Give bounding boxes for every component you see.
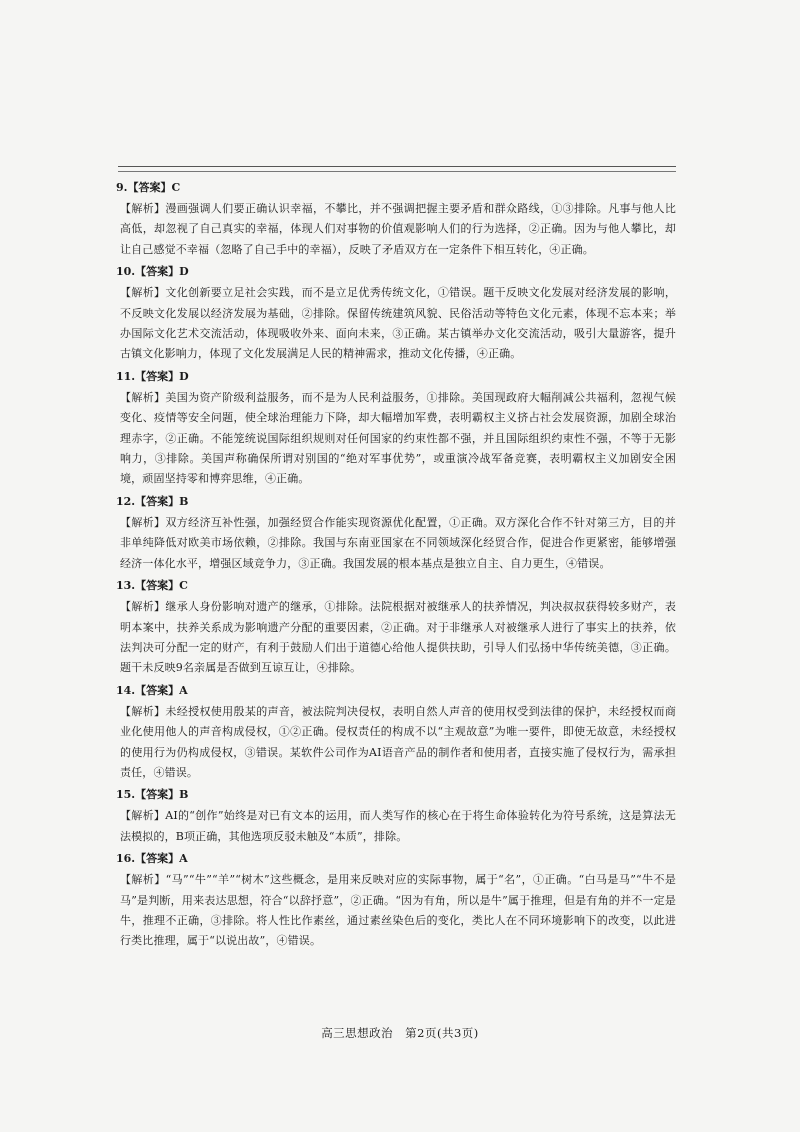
- header-rule-thick: [118, 166, 676, 167]
- answer-label: 14.【答案】A: [116, 683, 188, 697]
- analysis-text: 【解析】“马”“牛”“羊”“树木”这些概念，是用来反映对应的实际事物，属于“名”，①正确。“白马是马”“牛不是马”是判断，用来表达思想，符合“以辞抒意”，②正确。“因为有角，所以是牛”属于推理，但是有角的并不一定是牛，推理不正确，③排除。将人性比作素丝，通过素丝染色后的变化，类比人在不同环境影响下的改变，以此进行类比推理，属于“以说出故”，④错误。: [120, 873, 676, 948]
- question-15: [116, 787, 676, 847]
- question-14: [116, 683, 676, 784]
- answer-label: 10.【答案】D: [116, 265, 189, 279]
- analysis-text: 【解析】文化创新要立足社会实践，而不是立足优秀传统文化，①错误。题干反映文化发展对经济发展的影响，不反映文化发展以经济发展为基础，②排除。保留传统建筑风貌、民俗活动等特色文化元素，体现不忘本来；举办国际文化艺术交流活动，体现吸收外来、面向未来，③正确。某古镇举办文化交流活动，吸引大量游客，提升古镇文化影响力，体现了文化发展满足人民的精神需求，推动文化传播，④正确。: [120, 286, 676, 361]
- answer-label: 16.【答案】A: [116, 852, 188, 866]
- analysis-text: 【解析】美国为资产阶级利益服务，而不是为人民利益服务，①排除。美国现政府大幅削减公共福利，忽视气候变化、疫情等安全问题，使全球治理能力下降，却大幅增加军费，表明霸权主义挤占社会发展资源，加剧全球治理赤字，②正确。不能笼统说国际组织规则对任何国家的约束性都不强，并且国际组织约束性不强，不等于无影响力，③排除。美国声称确保所谓对别国的“绝对军事优势”，或重演冷战军备竞赛，表明霸权主义加剧安全困境，顽固坚持零和博弈思维，④正确。: [120, 390, 676, 486]
- answer-label: 15.【答案】B: [116, 788, 189, 802]
- header-rule-thin: [118, 171, 676, 172]
- answer-label: 13.【答案】C: [116, 579, 188, 593]
- question-10: [116, 264, 676, 365]
- answer-label: 11.【答案】D: [116, 369, 189, 383]
- question-12: [116, 494, 676, 574]
- answer-label: 12.【答案】B: [116, 494, 189, 508]
- question-11: [116, 369, 676, 490]
- question-16: [116, 851, 676, 952]
- page-footer: 高三思想政治 第2页(共3页): [321, 1026, 479, 1040]
- question-9: [116, 180, 676, 260]
- answer-label: 9.【答案】C: [116, 181, 181, 194]
- analysis-text: 【解析】双方经济互补性强，加强经贸合作能实现资源优化配置，①正确。双方深化合作不针对第三方，目的并非单纯降低对欧美市场依赖，②排除。我国与东南亚国家在不同领域深化经贸合作，促进合作更紧密，能够增强经济一体化水平，增强区域竞争力，③正确。我国发展的根本基点是独立自主、自力更生，④错误。: [120, 515, 676, 570]
- question-13: [116, 578, 676, 679]
- analysis-text: 【解析】漫画强调人们要正确认识幸福，不攀比，并不强调把握主要矛盾和群众路线，①③排除。凡事与他人比高低，却忽视了自己真实的幸福，体现人们对事物的价值观影响人们的行为选择，②正确。因为与他人攀比，却让自己感觉不幸福（忽略了自己手中的幸福），反映了矛盾双方在一定条件下相互转化，④正确。: [120, 202, 676, 256]
- analysis-text: 【解析】继承人身份影响对遗产的继承，①排除。法院根据对被继承人的扶养情况，判决叔叔获得较多财产，表明本案中，扶养关系成为影响遗产分配的重要因素，②正确。对于非继承人对被继承人进行了事实上的扶养，依法判决可分配一定的财产，有利于鼓励人们出于道德心给他人提供扶助，引导人们弘扬中华传统美德，③正确。题干未反映9名亲属是否做到互谅互让，④排除。: [120, 600, 676, 675]
- analysis-text: 【解析】未经授权使用殷某的声音，被法院判决侵权，表明自然人声音的使用权受到法律的保护，未经授权而商业化使用他人的声音构成侵权，①②正确。侵权责任的构成不以“主观故意”为唯一要件，即使无故意，未经授权的使用行为仍构成侵权，③错误。某软件公司作为AI语音产品的制作者和使用者，直接实施了侵权行为，需承担责任，④错误。: [120, 704, 676, 779]
- analysis-text: 【解析】AI的“创作”始终是对已有文本的运用，而人类写作的核心在于将生命体验转化为符号系统，这是算法无法模拟的，B项正确，其他选项反驳未触及“本质”，排除。: [120, 809, 676, 843]
- answer-key-content: [116, 180, 676, 956]
